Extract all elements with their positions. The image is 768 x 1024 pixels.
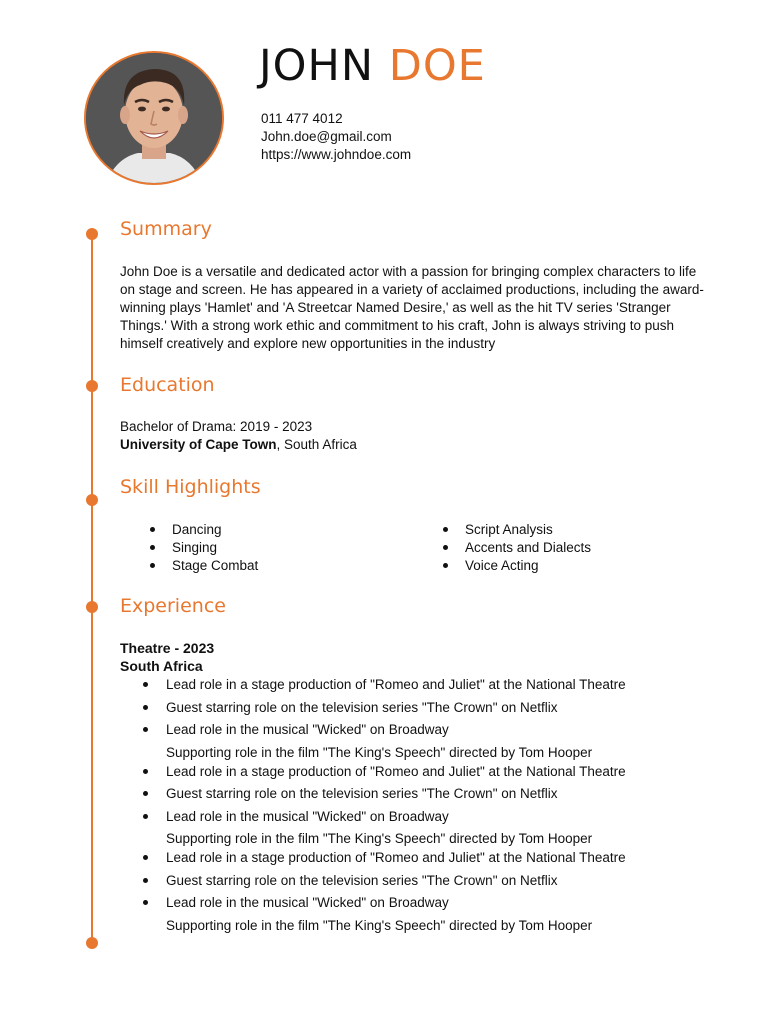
skill-item: Dancing xyxy=(147,521,258,539)
portrait-illustration xyxy=(86,53,222,183)
education-entry xyxy=(120,418,357,454)
skill-item: Accents and Dialects xyxy=(440,539,591,557)
experience-list xyxy=(140,676,626,936)
experience-item: Guest starring role on the television series "The Crown" on Netflix xyxy=(140,785,626,808)
school-location: , South Africa xyxy=(276,437,357,452)
education-heading: Education xyxy=(120,374,215,396)
experience-item: Lead role in a stage production of "Romeo and Juliet" at the National Theatre xyxy=(140,849,626,872)
degree-line: Bachelor of Drama: 2019 - 2023 xyxy=(120,419,313,434)
experience-item: Lead role in the musical "Wicked" on Broadway xyxy=(140,894,626,917)
skills-list-left xyxy=(147,521,258,575)
timeline-dot-end xyxy=(86,937,98,949)
experience-entry-header xyxy=(120,639,214,675)
skill-item: Voice Acting xyxy=(440,557,591,575)
last-name: DOE xyxy=(388,41,486,91)
school-name: University of Cape Town xyxy=(120,437,277,452)
contact-block xyxy=(261,110,411,164)
skill-item: Stage Combat xyxy=(147,557,258,575)
timeline-dot-skills xyxy=(86,494,98,506)
experience-item: Lead role in the musical "Wicked" on Broadway xyxy=(140,721,626,744)
timeline-dot-experience xyxy=(86,601,98,613)
experience-location: South Africa xyxy=(120,658,203,674)
phone-number: 011 477 4012 xyxy=(261,111,343,126)
skills-list-right xyxy=(440,521,591,575)
experience-item: Lead role in a stage production of "Romeo and Juliet" at the National Theatre xyxy=(140,676,626,699)
experience-item: Lead role in the musical "Wicked" on Broadway xyxy=(140,808,626,831)
email-address: John.doe@gmail.com xyxy=(261,129,392,144)
skill-item: Script Analysis xyxy=(440,521,591,539)
experience-item: Supporting role in the film "The King's Speech" directed by Tom Hooper xyxy=(166,744,593,760)
experience-role-line: Theatre - 2023 xyxy=(120,640,215,656)
skill-item: Singing xyxy=(147,539,258,557)
experience-item: Supporting role in the film "The King's Speech" directed by Tom Hooper xyxy=(166,831,593,846)
experience-item: Supporting role in the film "The King's Speech" directed by Tom Hooper xyxy=(166,917,593,933)
timeline-dot-summary xyxy=(86,228,98,240)
summary-heading: Summary xyxy=(120,218,212,240)
profile-photo xyxy=(84,51,224,185)
skills-heading: Skill Highlights xyxy=(120,476,261,498)
timeline-line xyxy=(91,234,93,943)
experience-heading: Experience xyxy=(120,595,226,617)
experience-item: Guest starring role on the television series "The Crown" on Netflix xyxy=(140,872,626,895)
timeline-dot-education xyxy=(86,380,98,392)
candidate-name xyxy=(259,38,486,94)
school-line xyxy=(120,436,357,454)
experience-item: Guest starring role on the television series "The Crown" on Netflix xyxy=(140,699,626,722)
first-name: JOHN xyxy=(259,41,375,91)
summary-text: John Doe is a versatile and dedicated actor with a passion for bringing complex characters to life on stage and screen. He has appeared in a variety of acclaimed productions, including the award-winning plays 'Hamlet' and 'A Streetcar Named Desire,' as well as the hit TV series 'Stranger Things.' With a strong work ethic and commitment to his craft, John is always striving to push himself creatively and explore new opportunities in the industry xyxy=(120,264,704,351)
website-url: https://www.johndoe.com xyxy=(261,147,412,162)
experience-item: Lead role in a stage production of "Romeo and Juliet" at the National Theatre xyxy=(140,763,626,786)
